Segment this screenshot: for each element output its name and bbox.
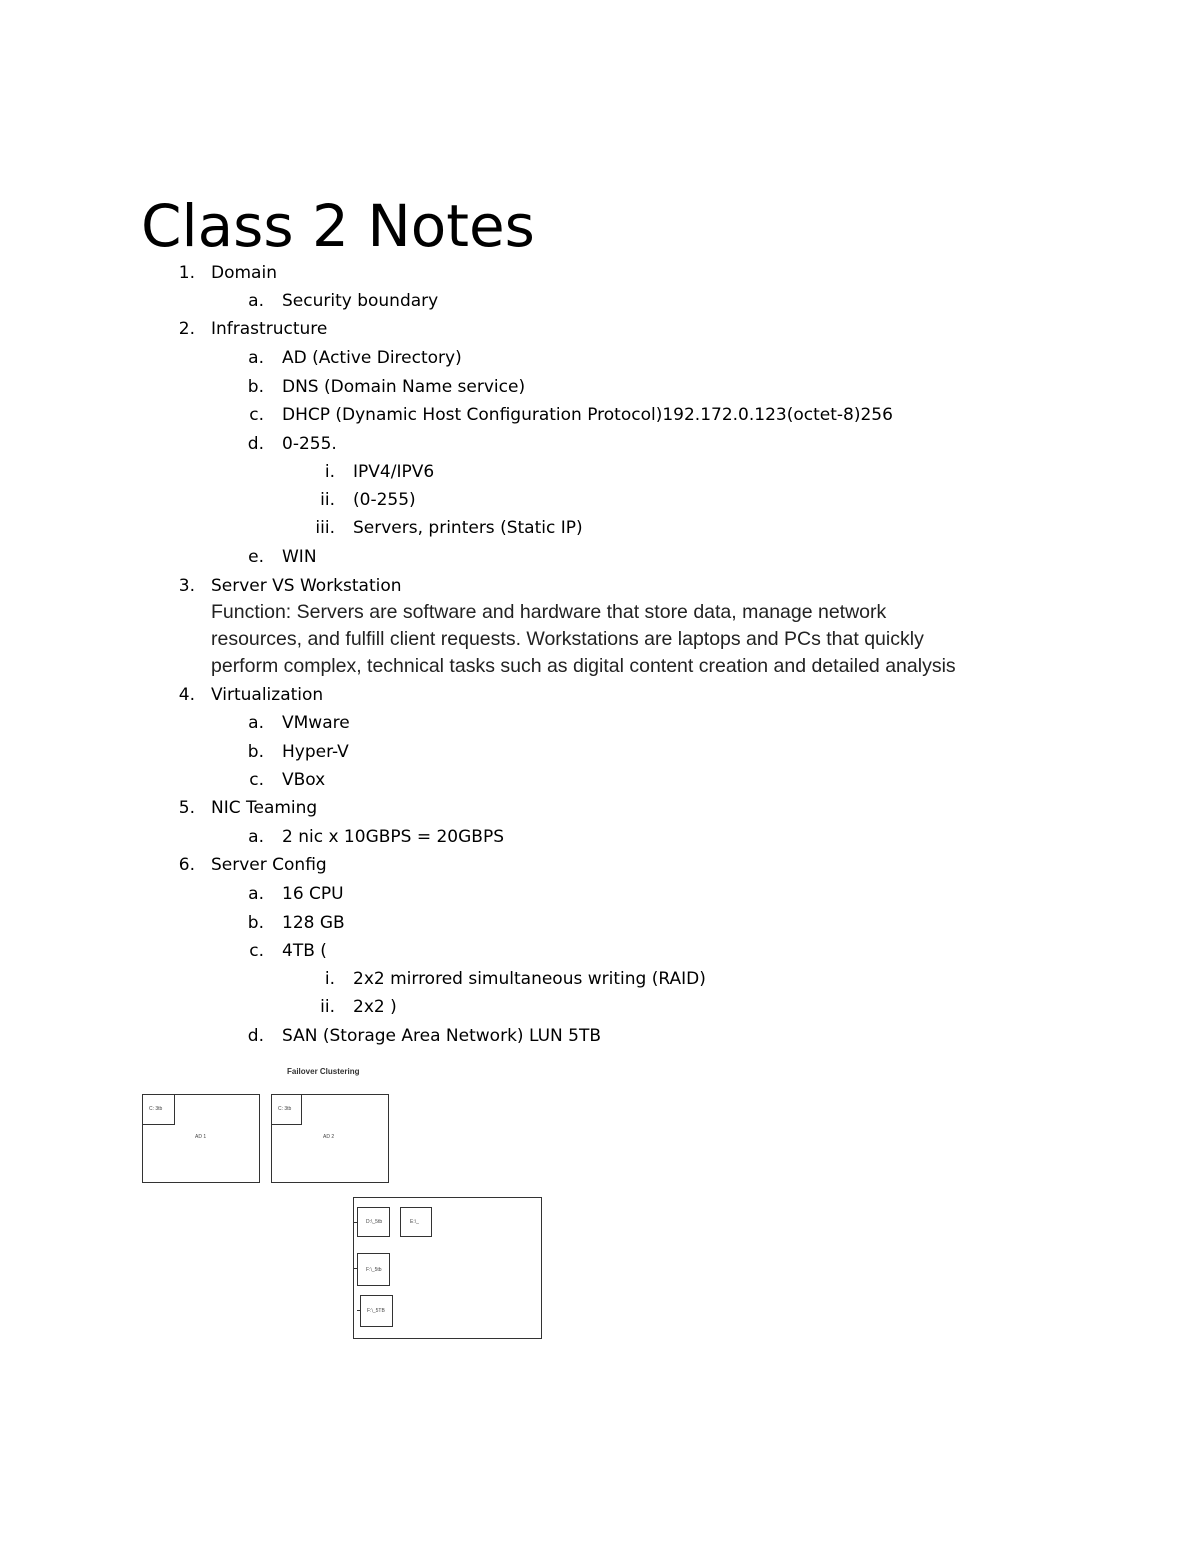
list-marker: a. [248,827,264,847]
list-text: Servers, printers (Static IP) [353,518,583,538]
list-text: (0-255) [353,490,416,510]
list-marker: d. [247,434,264,454]
volume-label: F:\_5TB [367,1308,385,1314]
list-text: 0-255. [282,434,337,454]
list-marker: i. [324,462,335,482]
volume-label: E:\_ [410,1219,419,1225]
page-title: Class 2 Notes [141,192,535,260]
list-text: WIN [282,547,317,567]
paragraph-line: Function: Servers are software and hardware that store data, manage network [211,601,887,623]
server-box-ad2 [271,1094,389,1183]
list-text: SAN (Storage Area Network) LUN 5TB [282,1026,601,1046]
list-marker: b. [247,377,264,397]
list-text: NIC Teaming [211,798,318,818]
list-text: 4TB ( [282,941,327,961]
drive-label: C: 3tb [149,1106,163,1112]
volume-label: D:\_5tb [366,1219,383,1225]
list-marker: a. [248,291,264,311]
server-drive-box [271,1094,302,1125]
list-marker: 4. [178,685,195,705]
san-volume-box [360,1295,393,1327]
list-marker: 2. [178,319,195,339]
list-text: Hyper-V [282,742,349,762]
diagram-caption: Failover Clustering [287,1067,360,1076]
list-marker: iii. [315,518,335,538]
server-box-ad1 [142,1094,260,1183]
list-marker: a. [248,884,264,904]
server-label: AD 1 [195,1134,207,1140]
list-text: AD (Active Directory) [282,348,462,368]
list-marker: c. [249,770,264,790]
list-marker: 6. [178,855,195,875]
list-marker: b. [247,913,264,933]
server-label: AD 2 [323,1134,335,1140]
list-text: Domain [211,263,277,283]
list-text: VMware [282,713,350,733]
san-box [353,1197,542,1339]
san-volume-box [400,1207,432,1237]
list-marker: ii. [320,997,335,1017]
list-marker: b. [247,742,264,762]
list-text: IPV4/IPV6 [353,462,435,482]
list-text: Infrastructure [211,319,328,339]
list-text: Security boundary [282,291,439,311]
volume-label: F:\_5tb [366,1267,382,1273]
paragraph-line: perform complex, technical tasks such as digital content creation and detailed analysis [211,655,956,677]
server-drive-box [142,1094,175,1125]
list-text: VBox [282,770,326,790]
list-text: 2x2 mirrored simultaneous writing (RAID) [353,969,706,989]
list-text: 128 GB [282,913,345,933]
list-marker: c. [249,405,264,425]
list-marker: a. [248,348,264,368]
drive-label: C: 3tb [278,1106,292,1112]
list-marker: c. [249,941,264,961]
paragraph-line: resources, and fulfill client requests. Workstations are laptops and PCs that quickly [211,628,924,650]
san-volume-box [357,1253,390,1286]
list-text: Server VS Workstation [211,576,402,596]
list-text: DHCP (Dynamic Host Configuration Protocol)192.172.0.123(octet-8)256 [282,405,893,425]
list-marker: e. [248,547,264,567]
list-marker: 5. [178,798,195,818]
list-text: Virtualization [211,685,324,705]
san-volume-box [357,1207,390,1237]
list-text: 2x2 ) [353,997,397,1017]
list-text: DNS (Domain Name service) [282,377,526,397]
list-marker: ii. [320,490,335,510]
list-marker: d. [247,1026,264,1046]
list-marker: a. [248,713,264,733]
list-text: 16 CPU [282,884,344,904]
list-marker: i. [324,969,335,989]
list-marker: 3. [178,576,195,596]
list-marker: 1. [178,263,195,283]
list-text: Server Config [211,855,327,875]
list-text: 2 nic x 10GBPS = 20GBPS [282,827,505,847]
